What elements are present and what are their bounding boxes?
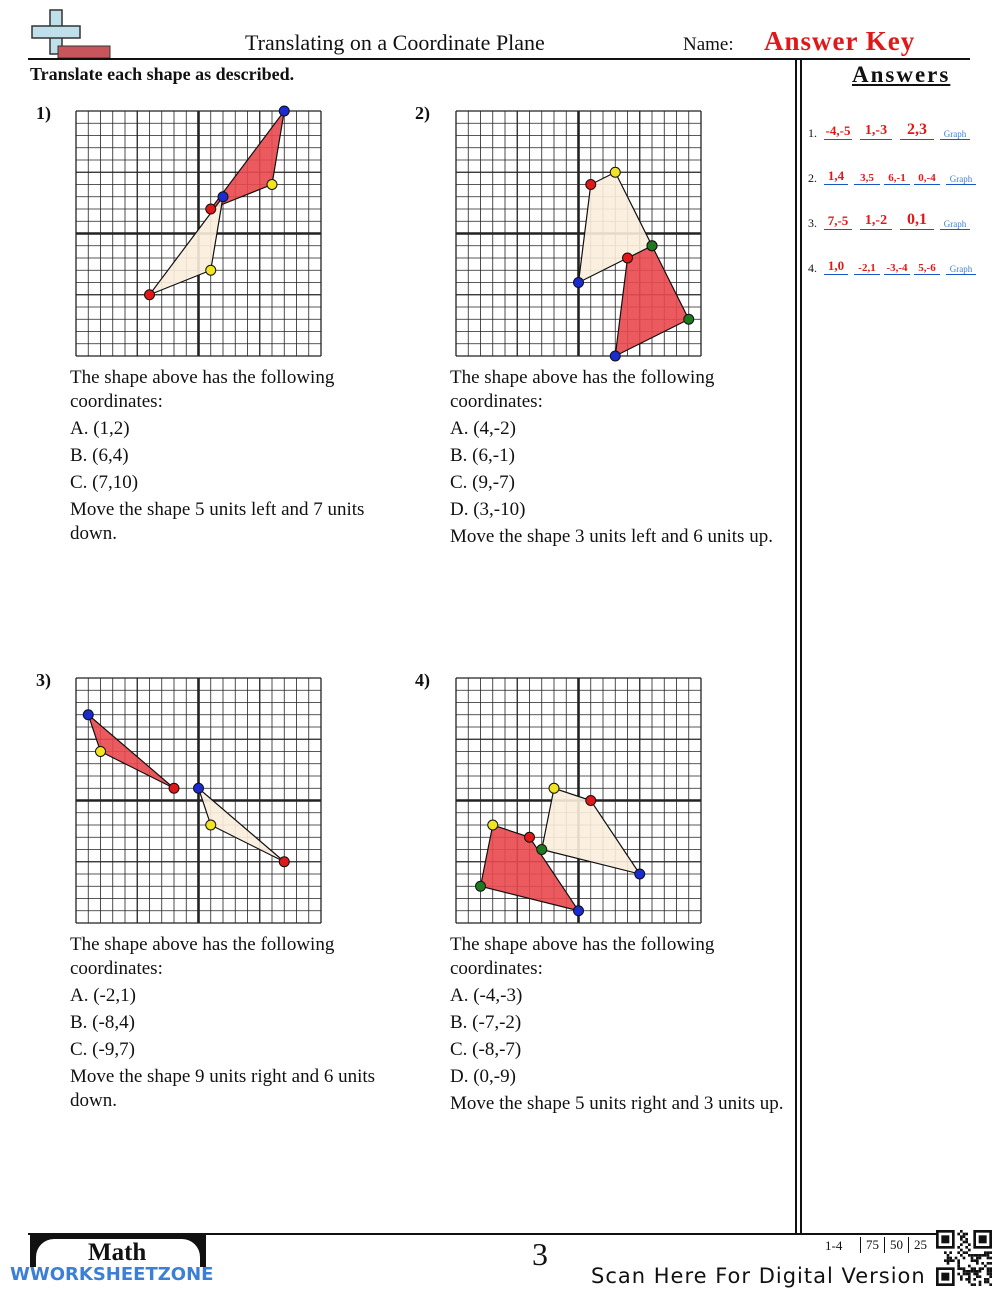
math-label: Math bbox=[88, 1239, 147, 1266]
original-vertex bbox=[623, 253, 633, 263]
translated-vertex bbox=[279, 857, 289, 867]
score-25: 25 bbox=[908, 1237, 932, 1253]
coordinates-intro: The shape above has the following coordinates: bbox=[450, 934, 715, 979]
answer-row bbox=[808, 120, 978, 140]
answer-blank: 2,3 bbox=[900, 121, 934, 140]
coordinate-item: B. (-7,-2) bbox=[450, 1012, 522, 1033]
translation-instruction: Move the shape 5 units right and 3 units up. bbox=[450, 1093, 784, 1114]
coordinate-item: A. (-2,1) bbox=[70, 985, 136, 1006]
problem-description bbox=[70, 366, 395, 549]
coordinate-grid[interactable] bbox=[70, 105, 327, 362]
translated-vertex bbox=[635, 869, 645, 879]
answer-blank: 1,-2 bbox=[860, 213, 892, 230]
answer-blank: -3,-4 bbox=[884, 262, 910, 275]
coordinate-item: A. (4,-2) bbox=[450, 418, 516, 439]
score-boxes bbox=[860, 1237, 932, 1253]
score-50: 50 bbox=[884, 1237, 908, 1253]
answer-blank: -2,1 bbox=[854, 262, 880, 275]
problem-number: 2) bbox=[415, 103, 430, 123]
translated-vertex bbox=[206, 265, 216, 275]
coordinate-item: D. (0,-9) bbox=[450, 1066, 516, 1087]
coordinates-intro: The shape above has the following coordinates: bbox=[70, 934, 335, 979]
score-75: 75 bbox=[860, 1237, 884, 1253]
coordinates-intro: The shape above has the following coordinates: bbox=[70, 367, 335, 412]
translated-vertex bbox=[549, 783, 559, 793]
header-rule bbox=[28, 58, 970, 60]
problem-number: 1) bbox=[36, 103, 51, 123]
translation-instruction: Move the shape 9 units right and 6 units down. bbox=[70, 1066, 376, 1111]
worksheetzone-logo bbox=[10, 1264, 213, 1285]
problem-description bbox=[450, 366, 790, 552]
answer-key-label: Answer Key bbox=[764, 26, 916, 56]
answer-blank: 6,-1 bbox=[884, 172, 910, 185]
translated-vertex bbox=[145, 290, 155, 300]
translated-vertex bbox=[574, 278, 584, 288]
coordinate-grid[interactable] bbox=[450, 105, 707, 362]
answer-blank: 5,-6 bbox=[914, 262, 940, 275]
coordinate-item: B. (6,4) bbox=[70, 445, 129, 466]
answer-blank: 1,0 bbox=[824, 258, 848, 275]
answer-row-number: 4. bbox=[808, 261, 817, 275]
answer-row bbox=[808, 165, 978, 185]
translation-instruction: Move the shape 3 units left and 6 units up. bbox=[450, 526, 773, 547]
answer-blank: 0,1 bbox=[900, 211, 934, 230]
coordinate-grid[interactable] bbox=[70, 672, 327, 929]
coordinate-item: C. (7,10) bbox=[70, 472, 139, 493]
original-vertex bbox=[525, 832, 535, 842]
answer-row bbox=[808, 255, 978, 275]
original-vertex bbox=[83, 710, 93, 720]
original-vertex bbox=[96, 747, 106, 757]
original-vertex bbox=[267, 180, 277, 190]
original-vertex bbox=[488, 820, 498, 830]
graph-link[interactable]: Graph bbox=[940, 219, 970, 230]
translation-instruction: Move the shape 5 units left and 7 units down. bbox=[70, 499, 365, 544]
original-vertex bbox=[169, 783, 179, 793]
coordinate-item: A. (-4,-3) bbox=[450, 985, 523, 1006]
answer-blank: 7,-5 bbox=[824, 213, 852, 230]
answers-title: Answers bbox=[852, 62, 951, 87]
answer-row-number: 1. bbox=[808, 126, 817, 140]
qr-code-icon[interactable] bbox=[936, 1230, 992, 1286]
answer-blank: 1,4 bbox=[824, 168, 848, 185]
original-vertex bbox=[279, 106, 289, 116]
coordinate-item: B. (6,-1) bbox=[450, 445, 515, 466]
translated-vertex bbox=[218, 192, 228, 202]
graph-link[interactable]: Graph bbox=[946, 174, 976, 185]
coordinate-item: A. (1,2) bbox=[70, 418, 130, 439]
original-vertex bbox=[574, 906, 584, 916]
answer-row bbox=[808, 210, 978, 230]
problem-description bbox=[450, 933, 790, 1119]
instructions: Translate each shape as described. bbox=[30, 64, 295, 84]
translated-vertex bbox=[194, 783, 204, 793]
page-number: 3 bbox=[532, 1236, 548, 1272]
graph-link[interactable]: Graph bbox=[946, 264, 976, 275]
problem-description bbox=[70, 933, 395, 1116]
coordinate-item: C. (-9,7) bbox=[70, 1039, 135, 1060]
problem-number: 3) bbox=[36, 670, 51, 690]
original-vertex bbox=[476, 881, 486, 891]
original-vertex bbox=[610, 351, 620, 361]
math-logo-icon bbox=[28, 8, 112, 60]
divider-left bbox=[795, 60, 797, 1235]
worksheet-title: Translating on a Coordinate Plane bbox=[245, 30, 545, 55]
answer-row-number: 2. bbox=[808, 171, 817, 185]
original-vertex bbox=[684, 314, 694, 324]
translated-vertex bbox=[586, 180, 596, 190]
problem-range: 1-4 bbox=[825, 1238, 843, 1253]
translated-vertex bbox=[586, 796, 596, 806]
coordinate-grid[interactable] bbox=[450, 672, 707, 929]
original-vertex bbox=[206, 204, 216, 214]
coordinate-item: C. (-8,-7) bbox=[450, 1039, 522, 1060]
answer-blank: 0,-4 bbox=[914, 172, 940, 185]
coordinate-item: C. (9,-7) bbox=[450, 472, 515, 493]
translated-vertex bbox=[537, 845, 547, 855]
translated-vertex bbox=[647, 241, 657, 251]
answer-blank: 1,-3 bbox=[860, 123, 892, 140]
answer-blank: 3,5 bbox=[854, 172, 880, 185]
problem-number: 4) bbox=[415, 670, 430, 690]
translated-vertex bbox=[610, 167, 620, 177]
translated-vertex bbox=[206, 820, 216, 830]
divider-right bbox=[800, 60, 802, 1235]
graph-link[interactable]: Graph bbox=[940, 129, 970, 140]
logo-w-icon: W bbox=[10, 1264, 30, 1285]
scan-text: Scan Here For Digital Version bbox=[591, 1264, 926, 1288]
name-label: Name: bbox=[683, 34, 734, 55]
coordinate-item: B. (-8,4) bbox=[70, 1012, 135, 1033]
answer-blank: -4,-5 bbox=[825, 123, 851, 138]
answer-row-number: 3. bbox=[808, 216, 817, 230]
coordinates-intro: The shape above has the following coordinates: bbox=[450, 367, 715, 412]
coordinate-item: D. (3,-10) bbox=[450, 499, 526, 520]
logo-text: WORKSHEETZONE bbox=[29, 1264, 214, 1285]
